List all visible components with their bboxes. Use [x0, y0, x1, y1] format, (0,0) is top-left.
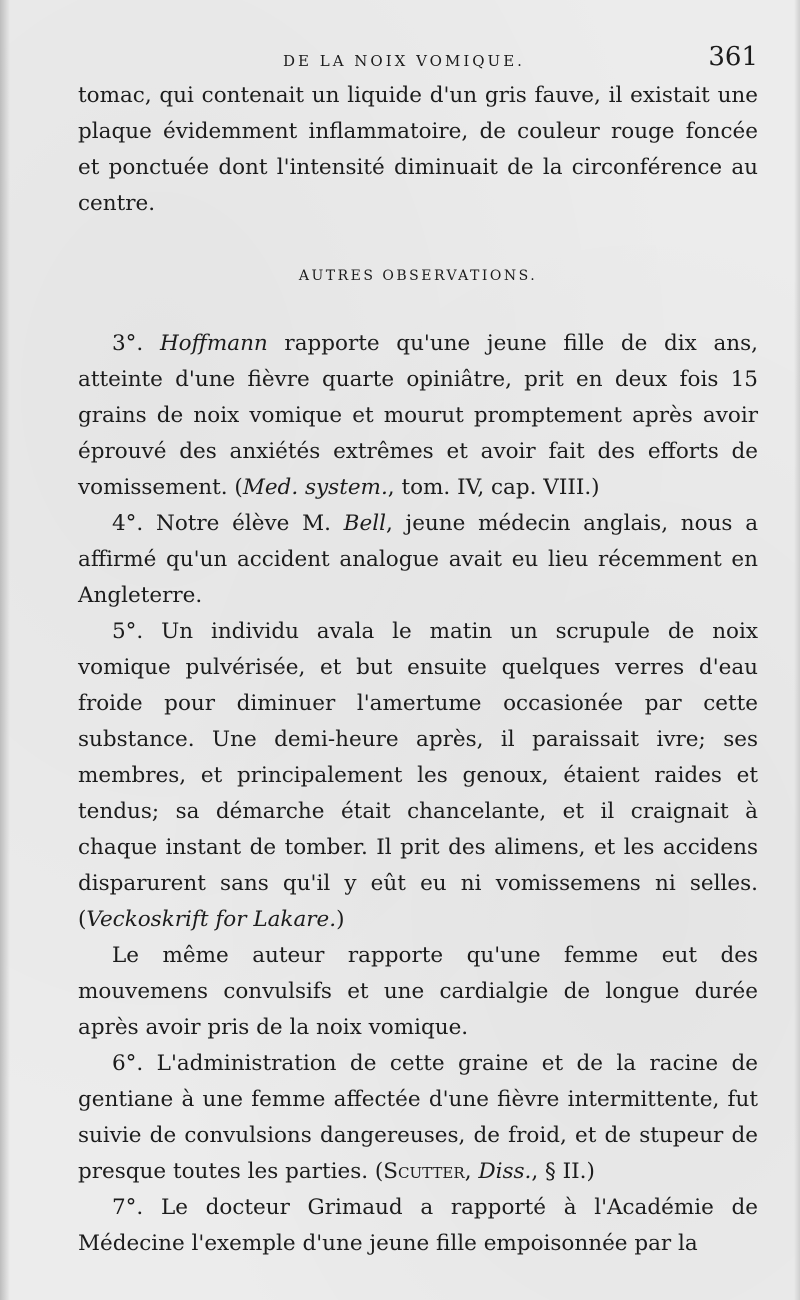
- page-right-shadow: [794, 0, 800, 1300]
- observation-number: 4°.: [112, 511, 144, 536]
- observation-5: 5°. Un individu avala le matin un scrupule de noix vomique pulvérisée, et but ensuite quelques verres d'eau froide pour diminuer l'amertume occasionée par cette substance. Une demi-heure après, il paraissait ivre; ses membres, et principalement les genoux, étaient raides et tendus; sa démarche était chancelante, et il craignait à chaque instant de tomber. Il prit des alimens, et les accidens disparurent sans qu'il y eût eu ni vomissemens ni selles. (Veckoskrift for Lakare.): [78, 619, 758, 932]
- observation-number: 5°.: [112, 619, 144, 644]
- observation-4: 4°. Notre élève M. Bell, jeune médecin anglais, nous a affirmé qu'un accident analogue avait eu lieu récemment en Angleterre.: [78, 511, 759, 608]
- person-name: Bell: [343, 511, 386, 536]
- author-name: Scutter: [383, 1159, 465, 1184]
- source-citation: Veckoskrift for Lakare.: [86, 907, 337, 932]
- observation-number: 6°.: [112, 1051, 144, 1076]
- observation-7: 7°. Le docteur Grimaud a rapporté à l'Académie de Médecine l'exemple d'une jeune fille empoisonnée par la: [78, 1195, 758, 1256]
- page-number: 361: [708, 42, 758, 72]
- observation-number: 3°.: [112, 331, 144, 356]
- running-title: DE LA NOIX VOMIQUE.: [283, 52, 525, 70]
- source-citation: Diss.: [478, 1159, 532, 1184]
- source-citation: Med. system.: [242, 475, 388, 500]
- opening-paragraph: tomac, qui contenait un liquide d'un gris fauve, il existait une plaque évidemment inflammatoire, de couleur rouge foncée et ponctuée dont l'intensité diminuait de la circonférence au centre.: [78, 83, 758, 216]
- page-header: [78, 42, 758, 82]
- observation-6: 6°. L'administration de cette graine et de la racine de gentiane à une femme affectée d'une fièvre intermittente, fut suivie de convulsions dangereuses, de froid, et de stupeur de presque toutes les parties. (Scutter, Diss., § II.): [78, 1051, 758, 1184]
- observation-number: 7°.: [112, 1195, 144, 1220]
- section-heading: AUTRES OBSERVATIONS.: [298, 268, 538, 284]
- author-name: Hoffmann: [159, 331, 268, 356]
- page-left-shadow: [0, 0, 10, 1300]
- body-text: [78, 78, 758, 1262]
- observation-5-continued: Le même auteur rapporte qu'une femme eut des mouvemens convulsifs et une cardialgie de longue durée après avoir pris de la noix vomique.: [78, 943, 758, 1040]
- observation-3: 3°. Hoffmann rapporte qu'une jeune fille de dix ans, atteinte d'une fièvre quarte opiniâtre, prit en deux fois 15 grains de noix vomique et mourut promptement après avoir éprouvé des anxiétés extrêmes et avoir fait des efforts de vomissement. (Med. system., tom. IV, cap. VIII.): [78, 331, 758, 500]
